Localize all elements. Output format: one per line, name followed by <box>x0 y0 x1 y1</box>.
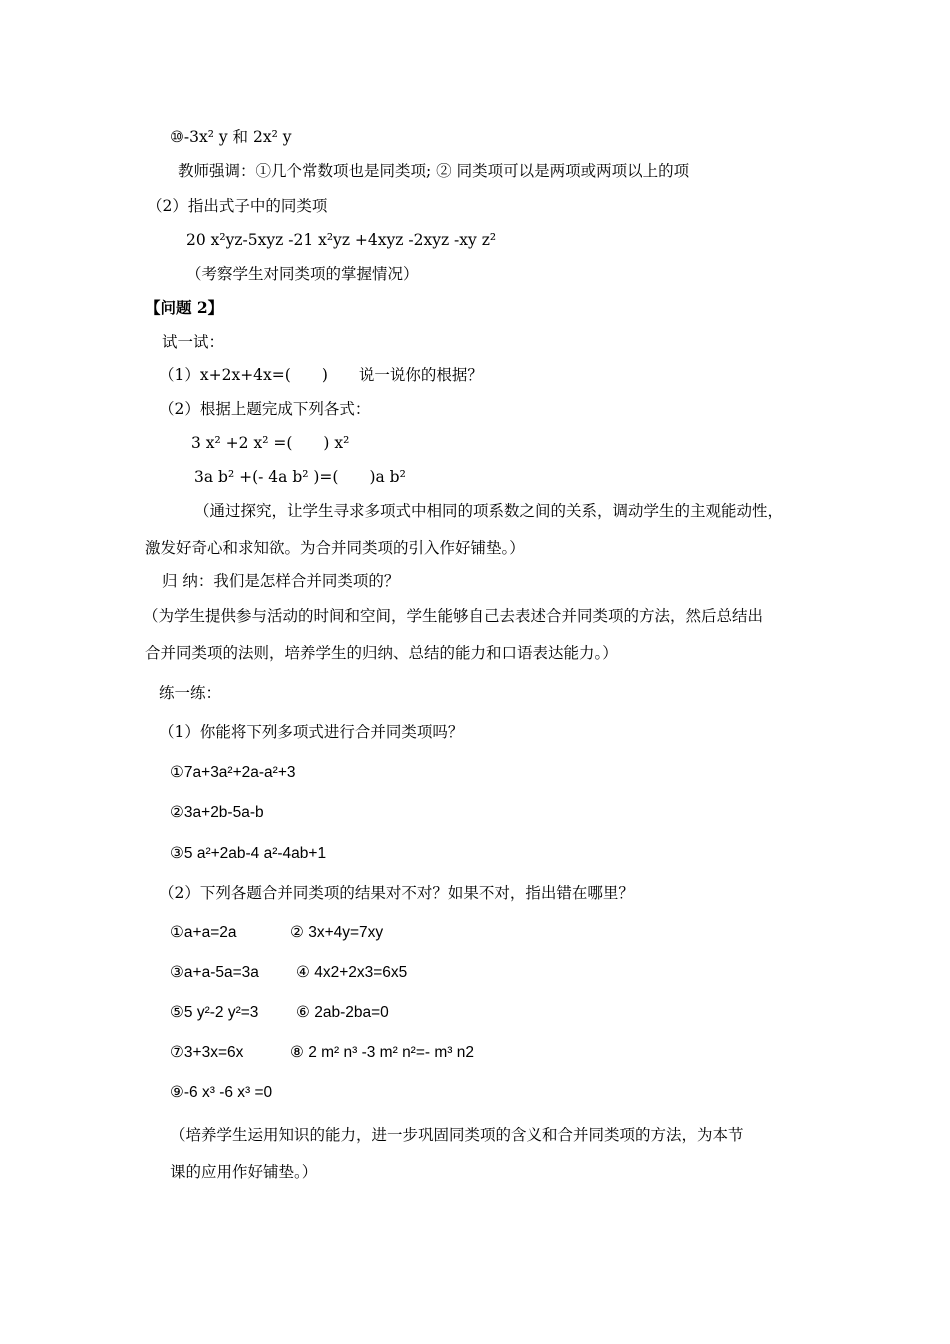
exercise-item: ⑧ 2 m² n³ -3 m² n²=- m³ n2 <box>290 1044 474 1061</box>
text-line: （考察学生对同类项的掌握情况） <box>186 265 419 283</box>
exercise-item: ①a+a=2a <box>170 924 237 941</box>
exercise-item: ⑤5 y²-2 y²=3 <box>170 1004 259 1021</box>
text-line: （培养学生运用知识的能力，进一步巩固同类项的含义和合并同类项的方法，为本节 <box>170 1126 744 1144</box>
text-line: （1）x+2x+4x=( ) 说一说你的根据？ <box>159 366 483 384</box>
text-line: （通过探究，让学生寻求多项式中相同的项系数之间的关系，调动学生的主观能动性， <box>194 502 784 520</box>
exercise-item: ②3a+2b-5a-b <box>170 804 264 821</box>
exercise-item: ② 3x+4y=7xy <box>290 924 384 941</box>
text-line: ⑩-3x² y 和 2x² y <box>170 128 292 146</box>
exercise-item: ⑨-6 x³ -6 x³ =0 <box>170 1084 273 1101</box>
text-line: （1）你能将下列多项式进行合并同类项吗？ <box>159 723 464 741</box>
text-line: 课的应用作好铺垫。） <box>170 1163 318 1181</box>
exercise-item: ⑦3+3x=6x <box>170 1044 244 1061</box>
exercise-item: ③5 a²+2ab-4 a²-4ab+1 <box>170 845 327 862</box>
exercise-item: ⑥ 2ab-2ba=0 <box>296 1004 389 1021</box>
text-line: 激发好奇心和求知欲。为合并同类项的引入作好铺垫。） <box>145 539 525 557</box>
text-line: 练一练： <box>159 684 222 702</box>
equation-line: 3a b² +(- 4a b² )=( )a b² <box>194 468 406 486</box>
text-line: （2）根据上题完成下列各式： <box>159 400 371 418</box>
text-line: 试一试： <box>162 333 225 351</box>
section-heading: 【问题 2】 <box>145 298 224 317</box>
exercise-item: ③a+a-5a=3a <box>170 964 259 981</box>
equation-line: 3 x² +2 x² =( ) x² <box>191 434 350 452</box>
text-line: （2）下列各题合并同类项的结果对不对？如果不对，指出错在哪里？ <box>159 884 634 902</box>
exercise-item: ④ 4x2+2x3=6x5 <box>296 964 408 981</box>
text-line: （为学生提供参与活动的时间和空间，学生能够自己去表述合并同类项的方法，然后总结出 <box>143 607 764 625</box>
exercise-item: ①7a+3a²+2a-a²+3 <box>170 764 296 781</box>
text-line: 归 纳：我们是怎样合并同类项的？ <box>162 572 400 590</box>
text-line: 教师强调：①几个常数项也是同类项; ② 同类项可以是两项或两项以上的项 <box>178 162 690 180</box>
text-line: 合并同类项的法则，培养学生的归纳、总结的能力和口语表达能力。） <box>145 644 618 662</box>
text-line: （2）指出式子中的同类项 <box>147 197 328 215</box>
text-line: 20 x²yz-5xyz -21 x²yz +4xyz -2xyz -xy z² <box>186 231 497 249</box>
